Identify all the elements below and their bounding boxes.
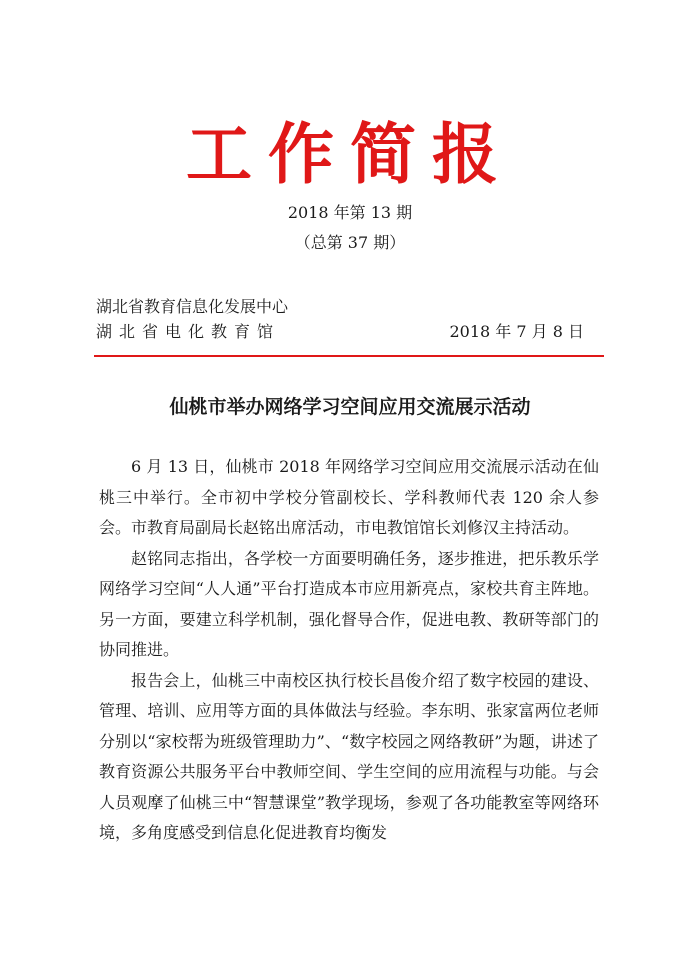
red-divider [94,355,604,357]
issue-total: （总第 37 期） [294,233,406,252]
article-headline: 仙桃市举办网络学习空间应用交流展示活动 [169,396,531,418]
paragraph-3: 报告会上，仙桃三中南校区执行校长昌俊介绍了数字校园的建设、管理、培训、应用等方面的具体做法与经验。李东明、张家富两位老师分别以“家校帮为班级管理助力”、“数字校园之网络教研”为题，讲述了教育资源公共服务平台中教师空间、学生空间的应用流程与功能。与会人员观摩了仙桃三中“智慧课堂”教学现场，参观了各功能教室等网络环境，多角度感受到信息化促进教育均衡发 [99,670,599,842]
issue-date: 2018 年 7 月 8 日 [449,322,584,341]
issue-number: 2018 年第 13 期 [287,203,413,222]
issuer-org-primary: 湖北省教育信息化发展中心 [96,297,289,316]
article-body [99,452,599,849]
issuer-org-secondary: 湖北省电化教育馆 [96,322,281,341]
masthead-title: 工作简报 [186,115,514,193]
paragraph-1: 6 月 13 日，仙桃市 2018 年网络学习空间应用交流展示活动在仙桃三中举行。全市初中学校分管副校长、学科教师代表 120 余人参会。市教育局副局长赵铭出席活动，市电教馆馆长刘修汉主持活动。 [99,457,599,537]
paragraph-2: 赵铭同志指出，各学校一方面要明确任务，逐步推进，把乐教乐学网络学习空间“人人通”平台打造成本市应用新亮点，家校共育主阵地。另一方面，要建立科学机制，强化督导合作，促进电教、教研等部门的协同推进。 [99,548,599,659]
